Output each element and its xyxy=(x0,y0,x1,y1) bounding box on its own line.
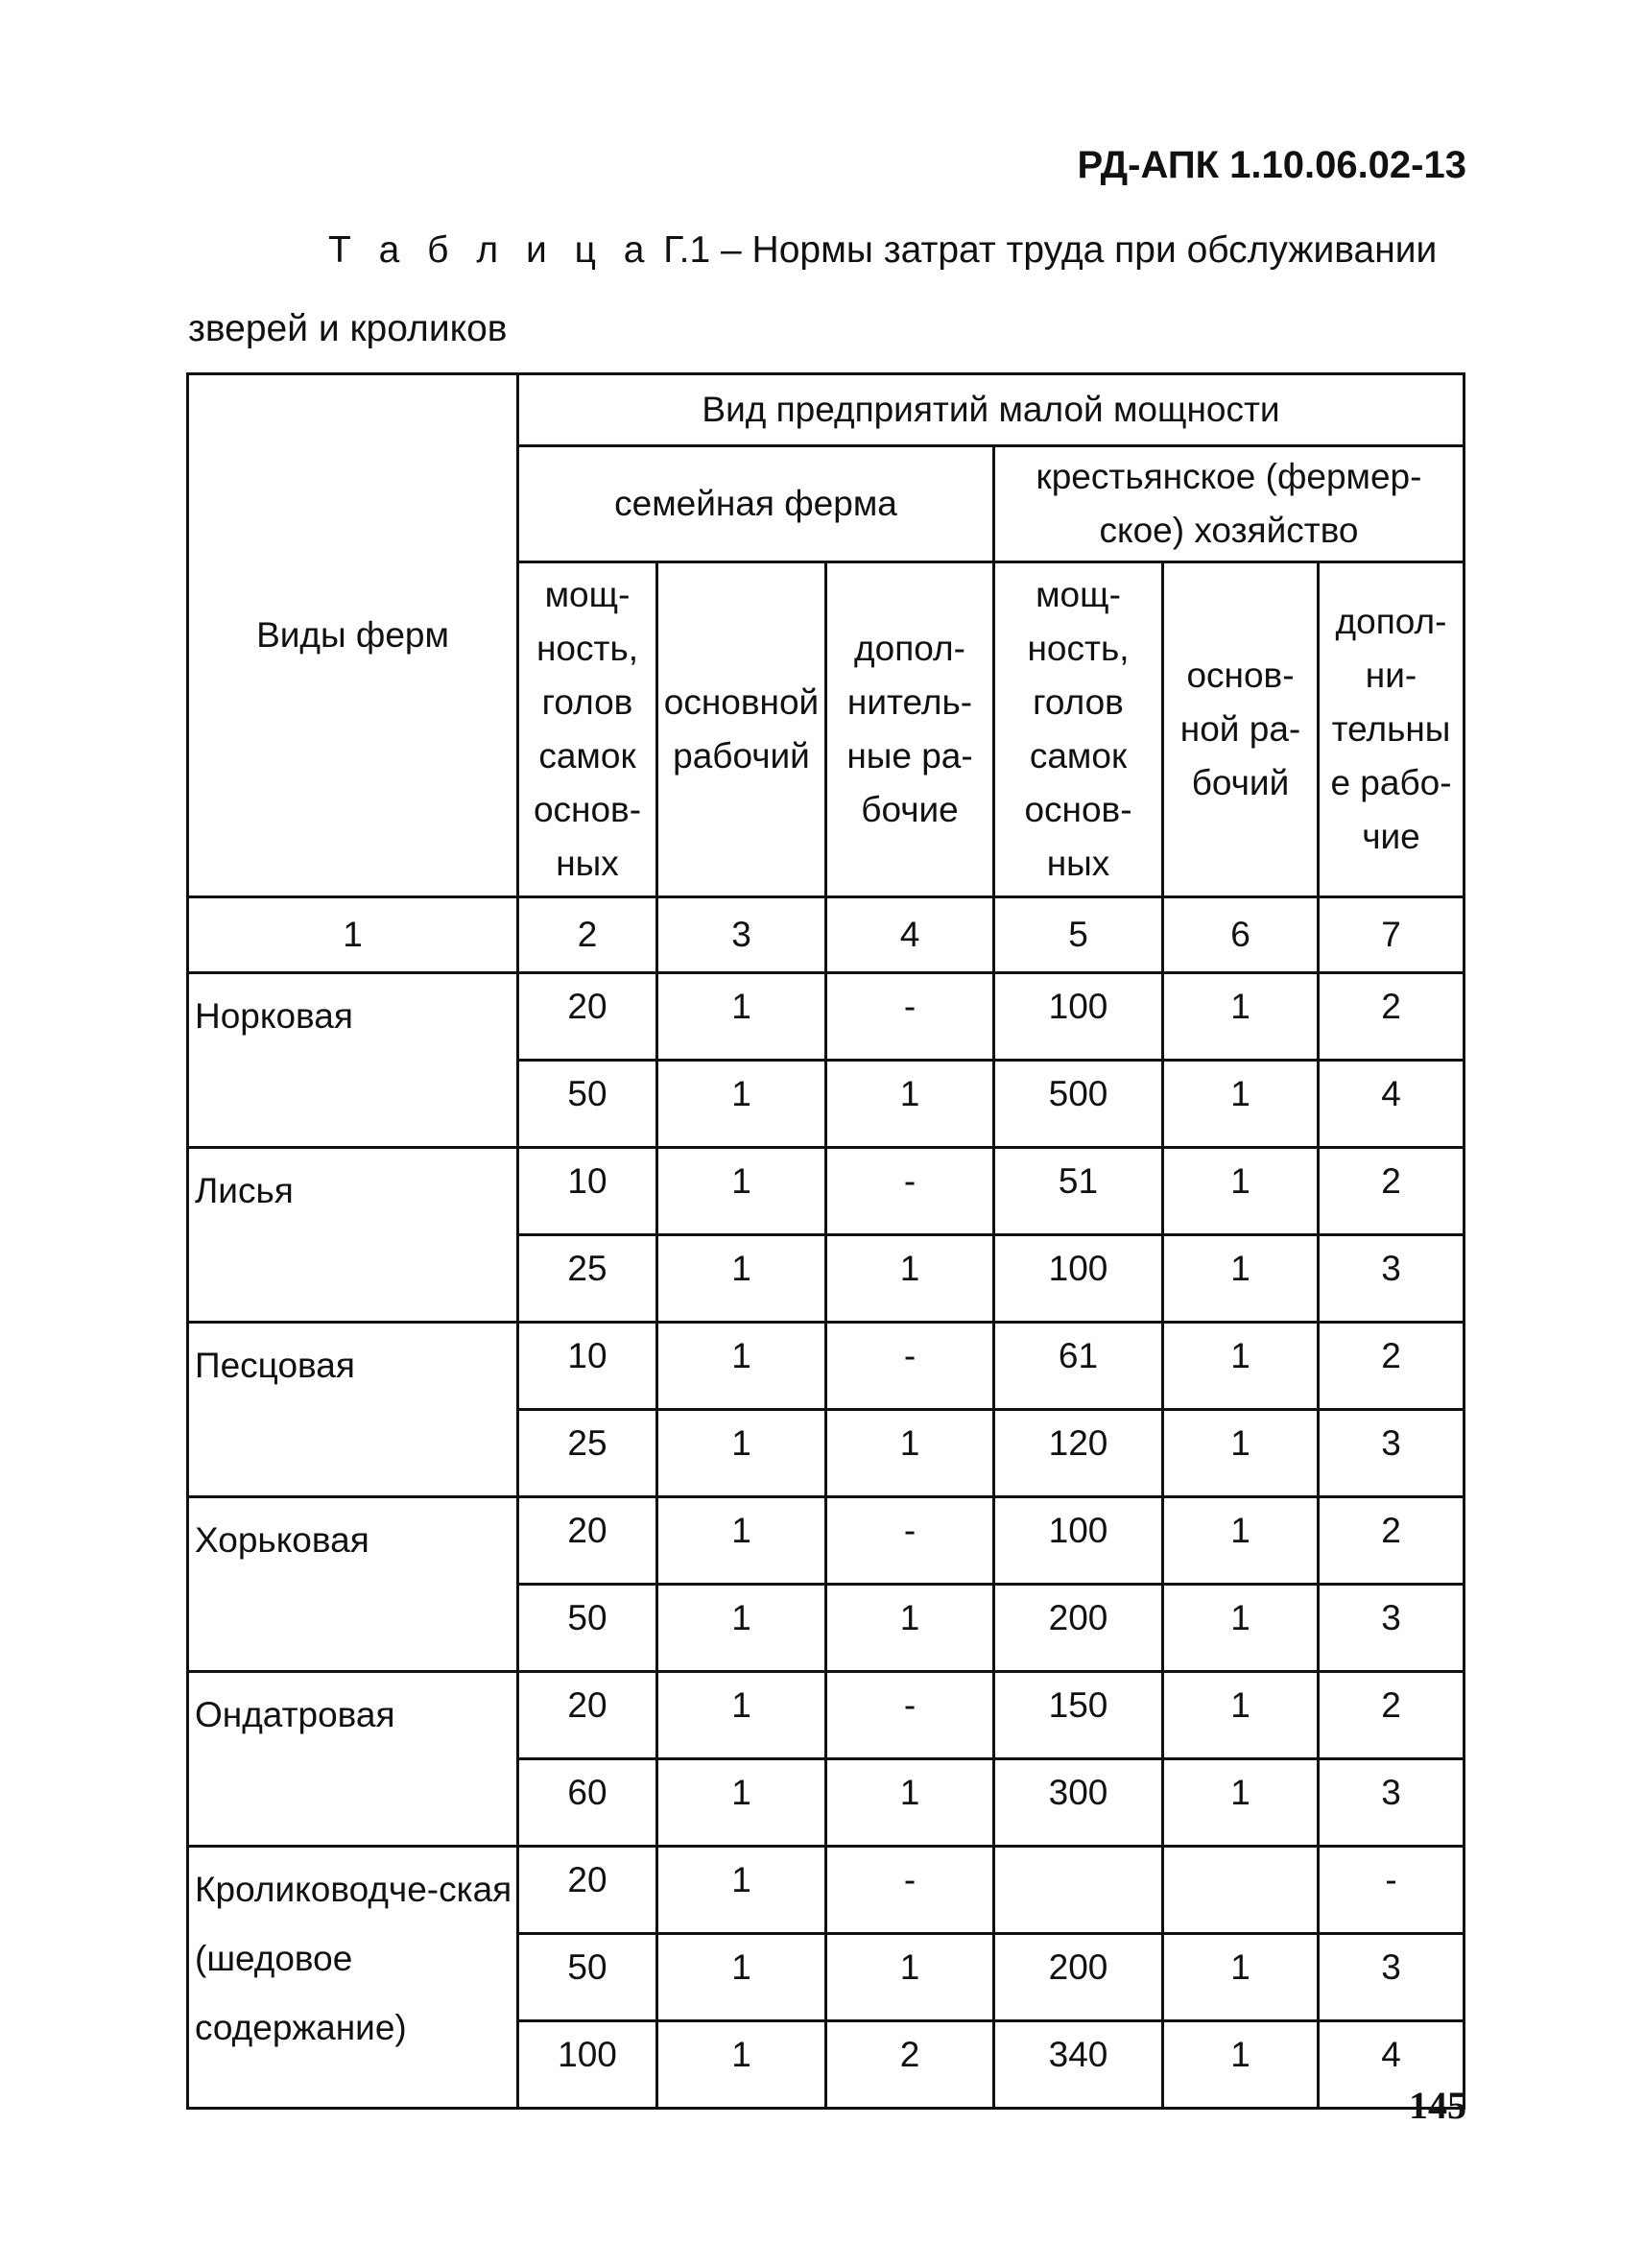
column-number: 6 xyxy=(1163,897,1319,973)
table-row xyxy=(188,1847,1464,1934)
value-cell: 1 xyxy=(657,1148,826,1235)
header-family-extra-workers: допол-нитель-ные ра-бочие xyxy=(826,562,994,897)
value-cell: 50 xyxy=(518,1061,657,1148)
value-cell: 340 xyxy=(994,2021,1163,2109)
value-cell: 3 xyxy=(1319,1410,1464,1497)
value-cell: 10 xyxy=(518,1148,657,1235)
value-cell: 2 xyxy=(826,2021,994,2109)
header-peasant-extra-workers: допол-ни-тельны е рабо-чие xyxy=(1319,562,1464,897)
table-row xyxy=(188,1497,1464,1585)
value-cell: 200 xyxy=(994,1585,1163,1672)
farm-type-cell: Хорьковая xyxy=(188,1497,518,1672)
value-cell: 1 xyxy=(657,1847,826,1934)
value-cell: 60 xyxy=(518,1759,657,1847)
table-row xyxy=(188,1323,1464,1410)
value-cell: 1 xyxy=(657,2021,826,2109)
value-cell: 1 xyxy=(826,1410,994,1497)
value-cell: 50 xyxy=(518,1585,657,1672)
value-cell: 51 xyxy=(994,1148,1163,1235)
column-number: 2 xyxy=(518,897,657,973)
column-number: 7 xyxy=(1319,897,1464,973)
farm-type-cell: Норковая xyxy=(188,973,518,1148)
value-cell: 20 xyxy=(518,1672,657,1759)
value-cell: 3 xyxy=(1319,1585,1464,1672)
value-cell: 2 xyxy=(1319,973,1464,1061)
value-cell: 500 xyxy=(994,1061,1163,1148)
table-caption xyxy=(188,211,1474,369)
value-cell: 1 xyxy=(1163,2021,1319,2109)
value-cell: 1 xyxy=(1163,1497,1319,1585)
value-cell xyxy=(994,1847,1163,1934)
value-cell: 61 xyxy=(994,1323,1163,1410)
header-enterprise-type: Вид предприятий малой мощности xyxy=(518,374,1464,446)
value-cell: 1 xyxy=(1163,1672,1319,1759)
value-cell: 1 xyxy=(1163,1061,1319,1148)
value-cell: 1 xyxy=(657,1061,826,1148)
value-cell: 3 xyxy=(1319,1934,1464,2021)
header-peasant-main-worker: основ-ной ра-бочий xyxy=(1163,562,1319,897)
value-cell: 1 xyxy=(657,1585,826,1672)
value-cell: - xyxy=(826,1672,994,1759)
value-cell: 20 xyxy=(518,1847,657,1934)
value-cell: 4 xyxy=(1319,1061,1464,1148)
value-cell: 1 xyxy=(826,1061,994,1148)
value-cell: 20 xyxy=(518,973,657,1061)
page-number: 145 xyxy=(1409,2084,1466,2127)
value-cell: - xyxy=(826,1323,994,1410)
value-cell: 100 xyxy=(994,1235,1163,1323)
value-cell: 1 xyxy=(657,1934,826,2021)
value-cell: 120 xyxy=(994,1410,1163,1497)
value-cell: 3 xyxy=(1319,1759,1464,1847)
header-peasant-capacity: мощ-ность, голов самок основ-ных xyxy=(994,562,1163,897)
value-cell: 200 xyxy=(994,1934,1163,2021)
value-cell: 300 xyxy=(994,1759,1163,1847)
value-cell: 100 xyxy=(518,2021,657,2109)
value-cell: 1 xyxy=(826,1585,994,1672)
header-farm-types: Виды ферм xyxy=(188,374,518,897)
header-family-capacity: мощ-ность, голов самок основ-ных xyxy=(518,562,657,897)
value-cell: 1 xyxy=(657,1410,826,1497)
value-cell: 50 xyxy=(518,1934,657,2021)
header-family-farm: семейная ферма xyxy=(518,446,994,562)
value-cell: 150 xyxy=(994,1672,1163,1759)
value-cell: 1 xyxy=(1163,1235,1319,1323)
column-number: 3 xyxy=(657,897,826,973)
value-cell xyxy=(1163,1847,1319,1934)
header-family-main-worker: основной рабочий xyxy=(657,562,826,897)
value-cell: 1 xyxy=(1163,1585,1319,1672)
value-cell: 1 xyxy=(826,1934,994,2021)
value-cell: - xyxy=(1319,1847,1464,1934)
value-cell: 1 xyxy=(657,1759,826,1847)
value-cell: 1 xyxy=(1163,973,1319,1061)
value-cell: 1 xyxy=(657,1235,826,1323)
value-cell: 20 xyxy=(518,1497,657,1585)
value-cell: 1 xyxy=(657,1672,826,1759)
value-cell: 2 xyxy=(1319,1672,1464,1759)
value-cell: 100 xyxy=(994,1497,1163,1585)
value-cell: 1 xyxy=(1163,1323,1319,1410)
value-cell: 1 xyxy=(1163,1934,1319,2021)
value-cell: 3 xyxy=(1319,1235,1464,1323)
value-cell: 1 xyxy=(657,1497,826,1585)
value-cell: 100 xyxy=(994,973,1163,1061)
farm-type-cell: Кролиководче-ская (шедовое содержание) xyxy=(188,1847,518,2109)
farm-type-cell: Песцовая xyxy=(188,1323,518,1497)
table-row xyxy=(188,1672,1464,1759)
table-row xyxy=(188,1148,1464,1235)
labor-norms-table xyxy=(186,372,1465,2110)
value-cell: 1 xyxy=(1163,1759,1319,1847)
column-number: 1 xyxy=(188,897,518,973)
column-number: 5 xyxy=(994,897,1163,973)
value-cell: - xyxy=(826,1847,994,1934)
value-cell: - xyxy=(826,1497,994,1585)
table-caption-title: Г.1 – Нормы затрат труда при обслуживании xyxy=(663,229,1438,271)
farm-type-cell: Лисья xyxy=(188,1148,518,1323)
value-cell: 1 xyxy=(826,1759,994,1847)
table-row xyxy=(188,973,1464,1061)
value-cell: 2 xyxy=(1319,1323,1464,1410)
value-cell: - xyxy=(826,973,994,1061)
value-cell: 1 xyxy=(1163,1410,1319,1497)
value-cell: 10 xyxy=(518,1323,657,1410)
value-cell: 1 xyxy=(826,1235,994,1323)
table-caption-continuation: зверей и кроликов xyxy=(188,308,508,349)
value-cell: 1 xyxy=(657,1323,826,1410)
document-code: РД-АПК 1.10.06.02-13 xyxy=(1077,144,1466,186)
value-cell: 2 xyxy=(1319,1148,1464,1235)
value-cell: 4 xyxy=(1319,2021,1464,2109)
value-cell: 2 xyxy=(1319,1497,1464,1585)
value-cell: - xyxy=(826,1148,994,1235)
value-cell: 1 xyxy=(657,973,826,1061)
value-cell: 25 xyxy=(518,1410,657,1497)
farm-type-cell: Ондатровая xyxy=(188,1672,518,1847)
header-peasant-farm: крестьянское (фермер-ское) хозяйство xyxy=(994,446,1464,562)
value-cell: 1 xyxy=(1163,1148,1319,1235)
table-caption-label: Т а б л и ц а xyxy=(328,229,654,271)
column-number: 4 xyxy=(826,897,994,973)
value-cell: 25 xyxy=(518,1235,657,1323)
